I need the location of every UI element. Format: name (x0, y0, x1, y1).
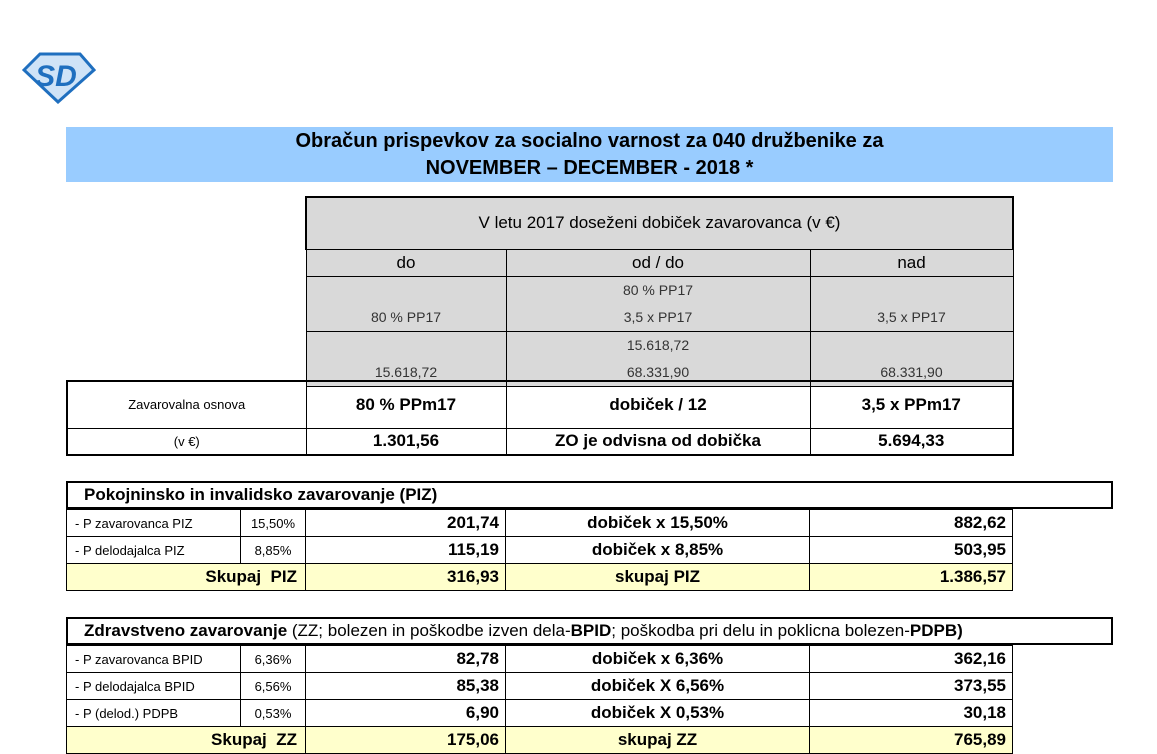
row-formula: dobiček X 6,56% (506, 673, 810, 700)
insurance-base-label: Zavarovalna osnova (67, 381, 306, 428)
row-formula: dobiček x 15,50% (506, 510, 810, 537)
row-name: - P zavarovanca BPID (67, 646, 241, 673)
bracket-amount-nad: 68.331,90 (810, 331, 1013, 386)
logo-text: SD (35, 60, 77, 93)
sum-min-value: 175,06 (306, 727, 506, 754)
insurance-base-unit: (v €) (67, 428, 306, 455)
sum-label: Skupaj PIZ (67, 564, 306, 591)
row-name: - P (delod.) PDPB (67, 700, 241, 727)
zz-section-title: Zdravstveno zavarovanje (ZZ; bolezen in poškodbe izven dela-BPID; poškodba pri delu in poklicna bolezen-PDPB) (66, 617, 1113, 645)
bracket-header: V letu 2017 doseženi dobiček zavarovanca (v €) (306, 197, 1013, 249)
sum-formula: skupaj PIZ (506, 564, 810, 591)
bracket-col-do: do (306, 249, 506, 276)
row-min-value: 201,74 (306, 510, 506, 537)
row-name: - P delodajalca BPID (67, 673, 241, 700)
company-logo (22, 50, 96, 104)
row-rate: 6,36% (241, 646, 306, 673)
row-min-value: 85,38 (306, 673, 506, 700)
title-line-2: NOVEMBER – DECEMBER - 2018 * (425, 157, 754, 179)
base-value-od-do: ZO je odvisna od dobička (506, 428, 810, 455)
insurance-base-table (66, 380, 1014, 456)
row-formula: dobiček x 8,85% (506, 537, 810, 564)
title-line-1: Obračun prispevkov za socialno varnost za 040 družbenike za (295, 130, 884, 152)
bracket-formula-do: 80 % PP17 (306, 276, 506, 331)
table-row (67, 700, 1013, 727)
piz-section-title: Pokojninsko in invalidsko zavarovanje (PIZ) (66, 481, 1113, 509)
row-formula: dobiček x 6,36% (506, 646, 810, 673)
table-row (67, 673, 1013, 700)
row-min-value: 82,78 (306, 646, 506, 673)
base-value-do: 1.301,56 (306, 428, 506, 455)
table-row (67, 537, 1013, 564)
zz-table (66, 645, 1013, 754)
row-min-value: 115,19 (306, 537, 506, 564)
row-name: - P zavarovanca PIZ (67, 510, 241, 537)
sum-formula: skupaj ZZ (506, 727, 810, 754)
base-formula-do: 80 % PPm17 (306, 381, 506, 428)
row-name: - P delodajalca PIZ (67, 537, 241, 564)
row-rate: 0,53% (241, 700, 306, 727)
row-max-value: 30,18 (810, 700, 1013, 727)
table-row (67, 510, 1013, 537)
bracket-amount-do: 15.618,72 (306, 331, 506, 386)
table-row (67, 646, 1013, 673)
row-max-value: 362,16 (810, 646, 1013, 673)
bracket-formula-od-do: 80 % PP17 3,5 x PP17 (506, 276, 810, 331)
row-formula: dobiček X 0,53% (506, 700, 810, 727)
row-rate: 6,56% (241, 673, 306, 700)
base-value-nad: 5.694,33 (810, 428, 1013, 455)
sum-max-value: 765,89 (810, 727, 1013, 754)
row-max-value: 882,62 (810, 510, 1013, 537)
sum-min-value: 316,93 (306, 564, 506, 591)
sum-max-value: 1.386,57 (810, 564, 1013, 591)
piz-table (66, 509, 1013, 591)
row-rate: 15,50% (241, 510, 306, 537)
row-max-value: 373,55 (810, 673, 1013, 700)
sum-label: Skupaj ZZ (67, 727, 306, 754)
document-title (66, 127, 1113, 182)
sum-row (67, 727, 1013, 754)
base-formula-nad: 3,5 x PPm17 (810, 381, 1013, 428)
row-min-value: 6,90 (306, 700, 506, 727)
bracket-col-od-do: od / do (506, 249, 810, 276)
bracket-amount-od-do: 15.618,72 68.331,90 (506, 331, 810, 386)
row-max-value: 503,95 (810, 537, 1013, 564)
base-formula-od-do: dobiček / 12 (506, 381, 810, 428)
bracket-formula-nad: 3,5 x PP17 (810, 276, 1013, 331)
row-rate: 8,85% (241, 537, 306, 564)
sum-row (67, 564, 1013, 591)
bracket-col-nad: nad (810, 249, 1013, 276)
profit-bracket-table (305, 196, 1014, 387)
